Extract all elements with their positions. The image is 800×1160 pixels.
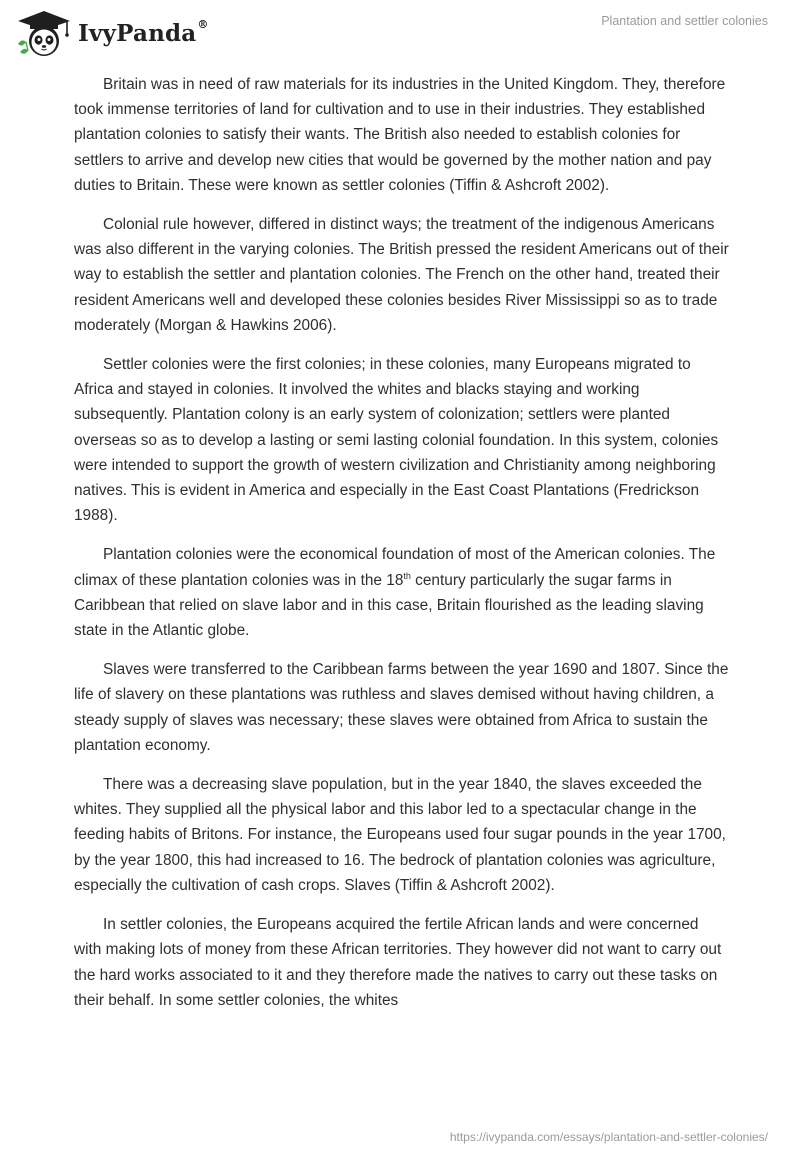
- paragraph-7: In settler colonies, the Europeans acquired the fertile African lands and were concerned with making lots of money from these African territories. They however did not want to carry out the hard works associated to it and they therefore made the natives to carry out these tasks on their behalf. In some settler colonies, the whites: [74, 916, 722, 1009]
- paragraph-2: Colonial rule however, differed in distinct ways; the treatment of the indigenous Americans was also different in the varying colonies. The British pressed the resident Americans out of their way to establish the settler and plantation colonies. The French on the other hand, treated their resident Americans well and developed these colonies besides River Mississippi so as to trade moderately (Morgan & Hawkins 2006).: [74, 216, 729, 334]
- paragraph-1: Britain was in need of raw materials for its industries in the United Kingdom. They, therefore took immense territories of land for cultivation and to use in their industries. They established plantation colonies to satisfy their wants. The British also needed to establish colonies for settlers to arrive and develop new cities that would be governed by the mother nation and pay duties to Britain. These were known as settler colonies (Tiffin & Ashcroft 2002).: [74, 76, 726, 194]
- source-url[interactable]: https://ivypanda.com/essays/plantation-and-settler-colonies/: [449, 1130, 768, 1144]
- paragraph-4: [74, 542, 730, 643]
- document-title: Plantation and settler colonies: [601, 14, 768, 28]
- brand-name: IvyPanda: [78, 20, 197, 47]
- essay-body: [74, 72, 730, 1027]
- registered-mark: ®: [197, 18, 209, 32]
- paragraph-3: Settler colonies were the first colonies; in these colonies, many Europeans migrated to Africa and stayed in colonies. It involved the whites and blacks staying and working subsequently. Plantation colony is an early system of colonization; settlers were planted overseas so as to develop a lasting or semi lasting colonial foundation. In this system, colonies were intended to support the growth of western civilization and Christianity among neighboring natives. This is evident in America and especially in the East Coast Plantations (Fredrickson 1988).: [74, 356, 719, 525]
- paragraph-5: Slaves were transferred to the Caribbean farms between the year 1690 and 1807. Since the life of slavery on these plantations was ruthless and slaves demised without having children, a steady supply of slaves was necessary; these slaves were obtained from Africa to sustain the plantation economy.: [74, 661, 729, 754]
- paragraph-4-text-before: Plantation colonies were the economical foundation of most of the American colonies. The climax of these plantation colonies was in the 18: [74, 546, 716, 589]
- page-header: [0, 0, 800, 70]
- paragraph-6: There was a decreasing slave population, but in the year 1840, the slaves exceeded the whites. They supplied all the physical labor and this labor led to a spectacular change in the feeding habits of Britons. For instance, the Europeans used four sugar pounds in the year 1700, by the year 1800, this had increased to 16. The bedrock of plantation colonies was agriculture, especially the cultivation of cash crops. Slaves (Tiffin & Ashcroft 2002).: [74, 776, 726, 894]
- panda-graduation-cap-icon[interactable]: [14, 8, 76, 58]
- paragraph-4-text-after: century particularly the sugar farms in Caribbean that relied on slave labor and in this case, Britain flourished as the leading slaving state in the Atlantic globe.: [74, 571, 704, 640]
- ordinal-superscript: th: [403, 570, 411, 581]
- brand-logo-text[interactable]: [78, 20, 209, 47]
